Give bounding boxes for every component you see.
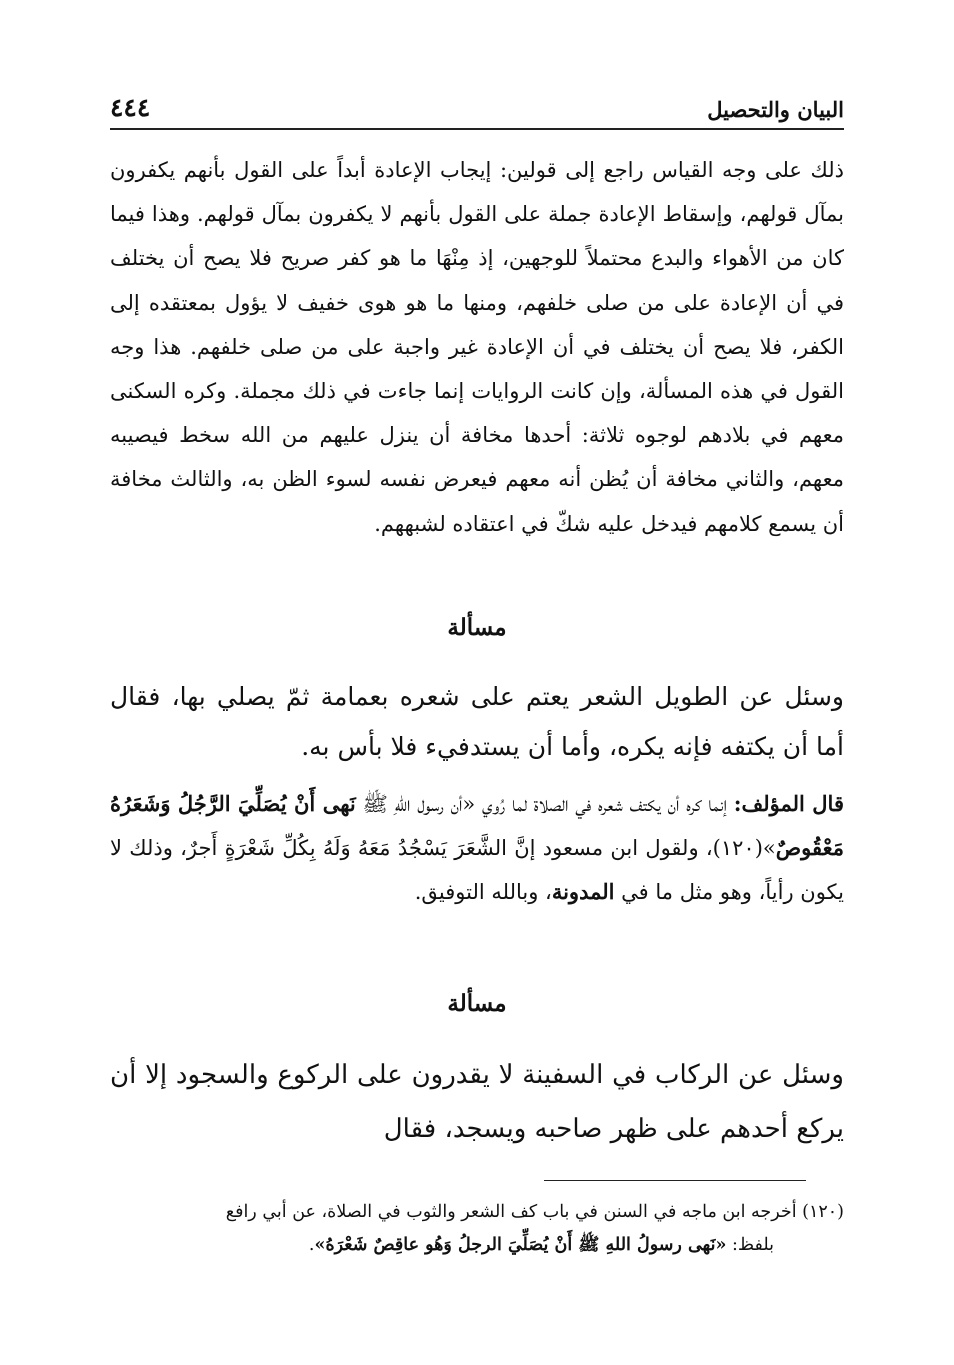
running-title: البيان والتحصيل [707, 97, 844, 122]
section-1-answer [110, 782, 844, 914]
hadith-quote: نَهى أَنْ يُصَلِّيَ الرَّجُلُ وَشَعَرُهُ مَعْقُوصٌ [110, 791, 844, 860]
footnote-number: (١٢٠) [802, 1202, 844, 1222]
footnote-line-2 [110, 1229, 844, 1262]
footnote-end: . [308, 1235, 315, 1255]
answer-label: قال المؤلف: [733, 791, 844, 816]
answer-text-3: ، وبالله التوفيق. [414, 880, 552, 904]
footnote-divider [544, 1180, 806, 1181]
section-2-question: وسئل عن الركاب في السفينة لا يقدرون على الركوع والسجود إلا أن يركع أحدهم على ظهر صاحبه ويسجد، فقال [110, 1060, 844, 1144]
section-2-heading: مسألة [447, 990, 507, 1017]
section-1-heading: مسألة [447, 614, 507, 641]
footnote-line-1 [110, 1196, 844, 1229]
paragraph-1: ذلك على وجه القياس راجع إلى قولين: إيجاب الإعادة أبداً على القول بأنهم يكفرون بمآل قولهم، وإسقاط الإعادة جملة على القول بأنهم لا يكفرون بمآل قولهم. وهذا فيما كان من الأهواء والبدع محتملاً للوجهين، إذ مِنْهَا ما هو كفر صريح فلا يصح أن يختلف في أن الإعادة على من صلى خلفهم، ومنها ما هو هوى خفيف لا يؤول بمعتقده إلى الكفر، فلا يصح أن يختلف في أن الإعادة غير واجبة على من صلى خلفهم. هذا وجه القول في هذه المسألة، وإن كانت الروايات إنما جاءت في ذلك مجملة. وكره السكنى معهم في بلادهم لوجوه ثلاثة: أحدها مخافة أن ينزل عليهم من الله سخط فيصيبه معهم، والثاني مخافة أن يُظن أنه معهم فيعرض نفسه لسوء الظن به، والثالث مخافة أن يسمع كلامهم فيدخل عليه شكّ في اعتقاده لشبههم. [110, 158, 844, 536]
section-1-question: وسئل عن الطويل الشعر يعتم على شعره بعمامة ثمّ يصلي بها، فقال أما أن يكتفه فإنه يكره، وأما أن يستدفيء فلا بأس به. [110, 682, 844, 761]
answer-text-2: »(١٢٠)، ولقول ابن مسعود إنَّ الشَّعَرَ يَسْجُدُ مَعَهُ وَلَهُ بِكُلِّ شَعْرَةٍ أَجرٌ، وذلك لا يكون رأياً، وهو مثل ما في [110, 836, 844, 904]
page-header [110, 82, 844, 130]
footnote-text: أخرجه ابن ماجه في السنن في باب كف الشعر والثوب في الصلاة، عن أبي رافع [225, 1202, 803, 1222]
page-number: ٤٤٤ [110, 93, 151, 122]
footnote [110, 1196, 844, 1262]
footnote-quote: «نَهى رسولُ اللهِ ﷺ أَنْ يُصَلِّيَ الرجلُ وَهُو عاقِصٌ شَعْرَهُ» [314, 1235, 727, 1255]
footnote-label: بلفظ: [726, 1235, 774, 1255]
source-title: المدونة [551, 879, 615, 904]
answer-text-1: إنما كره أن يكتف شعره في الصلاة لما رُوي «أن رسول اللهِ ﷺ [355, 792, 734, 816]
